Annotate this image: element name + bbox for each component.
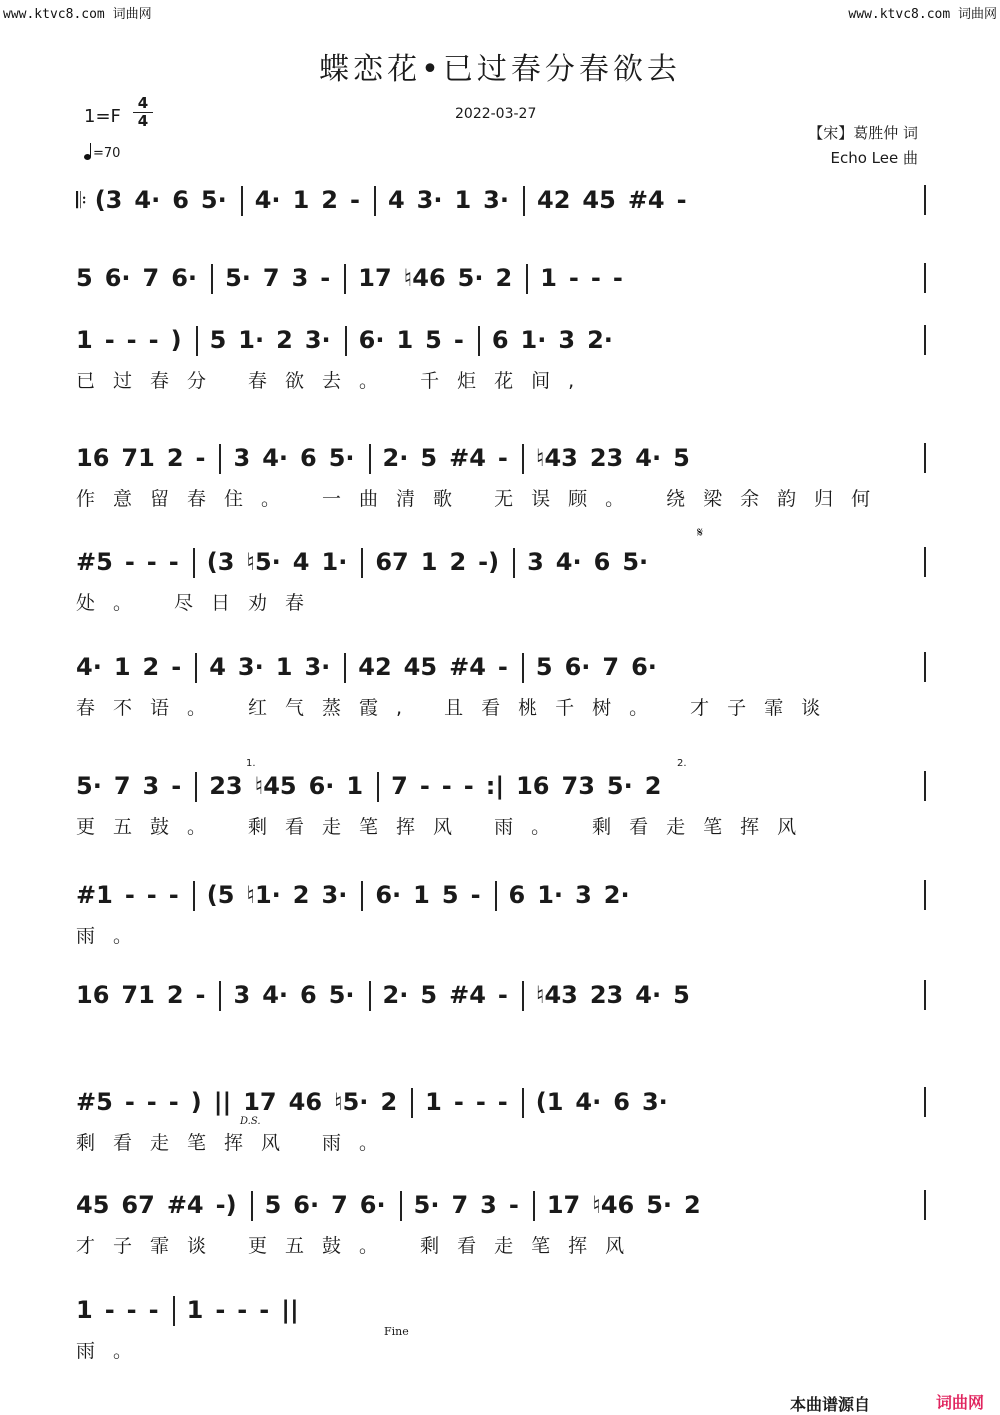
note-group: 6·	[293, 1191, 320, 1219]
key-signature: 1=F	[84, 106, 121, 127]
note-group: 3·	[304, 326, 331, 354]
note-group: 23	[209, 772, 243, 800]
tempo-value: =70	[93, 146, 121, 161]
barline	[361, 881, 363, 911]
note-group: 4	[292, 548, 310, 576]
note-group: 6	[593, 548, 611, 576]
barline	[526, 264, 528, 294]
notation-line	[76, 542, 926, 582]
note-group: )	[170, 326, 182, 354]
barline	[344, 653, 346, 683]
note-group: ♮46	[592, 1191, 635, 1219]
lyric-line: 剩看走笔挥风 雨。	[76, 1132, 397, 1154]
note-group: :|	[485, 772, 505, 800]
note-group: #5	[76, 1088, 113, 1116]
note-group: 2	[276, 326, 293, 354]
barline	[195, 653, 197, 683]
note-group: 7	[451, 1191, 469, 1219]
tempo-mark	[84, 146, 120, 161]
system-end-barline	[924, 263, 926, 293]
note-group: 6·	[104, 264, 131, 292]
notation-line	[76, 180, 926, 220]
note-group: ♮5·	[246, 548, 281, 576]
note-group: -	[126, 1296, 137, 1324]
note-group: 2·	[382, 981, 409, 1009]
note-group: -	[497, 444, 508, 472]
note-group: -)	[478, 548, 500, 576]
barline	[522, 653, 524, 683]
note-group: -	[453, 326, 464, 354]
note-group: 1	[186, 1296, 204, 1324]
barline	[400, 1191, 402, 1221]
note-group: 1	[76, 1296, 93, 1324]
meter-bottom: 4	[137, 112, 149, 130]
note-group: 2·	[382, 444, 409, 472]
note-group: (3	[94, 186, 123, 214]
note-group: 5	[535, 653, 553, 681]
note-group: -	[126, 326, 137, 354]
note-group: 4·	[262, 444, 289, 472]
note-group: 42	[358, 653, 392, 681]
lyric-line: 才子霏谈 更五鼓。 剩看走笔挥风	[76, 1235, 643, 1257]
note-group: 3	[558, 326, 576, 354]
note-group: 3·	[416, 186, 443, 214]
note-group: 5·	[413, 1191, 440, 1219]
note-group: 6	[300, 444, 317, 472]
note-group: #4	[449, 444, 486, 472]
note-group: -	[568, 264, 579, 292]
note-group: -	[195, 444, 206, 472]
barline	[374, 186, 376, 216]
note-group: 5	[441, 881, 459, 909]
note-group: 3·	[321, 881, 348, 909]
note-group: 6	[491, 326, 509, 354]
barline	[369, 444, 371, 474]
system-end-barline	[924, 325, 926, 355]
note-group: -	[146, 1088, 157, 1116]
barline	[522, 981, 524, 1011]
note-group: -	[676, 186, 687, 214]
note-group: 1·	[520, 326, 547, 354]
note-group: 7	[331, 1191, 348, 1219]
note-group: 2	[380, 1088, 398, 1116]
lyric-line: 更五鼓。 剩看走笔挥风 雨。 剩看走笔挥风	[76, 816, 815, 838]
note-group: 4·	[575, 1088, 602, 1116]
note-group: 2·	[603, 881, 630, 909]
note-group: -	[497, 653, 508, 681]
song-title: 蝶恋花•已过春分春欲去	[319, 52, 681, 87]
volta-2: 2.	[677, 758, 687, 769]
note-group: ♮43	[535, 981, 578, 1009]
note-group: 73	[561, 772, 595, 800]
lyric-line: 雨。	[76, 925, 151, 947]
note-group: ♮1·	[246, 881, 281, 909]
note-group: 6	[300, 981, 317, 1009]
note-group: 4	[209, 653, 226, 681]
note-group: 1·	[238, 326, 265, 354]
barline	[344, 264, 346, 294]
note-group: ♮5·	[334, 1088, 369, 1116]
note-group: ♮43	[535, 444, 578, 472]
notation-line	[76, 1185, 926, 1225]
barline	[361, 548, 363, 578]
footer-source: 本曲谱源自	[790, 1395, 871, 1414]
note-group: -	[171, 772, 182, 800]
note-group: -	[320, 264, 331, 292]
note-group: ♮45	[254, 772, 297, 800]
note-group: 5·	[646, 1191, 673, 1219]
note-group: 4·	[254, 186, 281, 214]
barline	[219, 444, 221, 474]
note-group: 3	[575, 881, 592, 909]
note-group: #4	[627, 186, 665, 214]
note-group: 5·	[622, 548, 649, 576]
notation-line	[76, 975, 926, 1015]
note-group: -	[590, 264, 601, 292]
note-group: ♮46	[403, 264, 446, 292]
note-group: 67	[121, 1191, 155, 1219]
notation-line	[76, 647, 926, 687]
note-group: 2	[684, 1191, 701, 1219]
footer-brand: 词曲网	[936, 1393, 985, 1412]
note-group: 71	[121, 444, 155, 472]
note-group: 6·	[358, 326, 385, 354]
system-end-barline	[924, 980, 926, 1010]
note-group: -	[259, 1296, 270, 1324]
notation-line	[76, 438, 926, 478]
watermark-left: www.ktvc8.com 词曲网	[3, 7, 152, 22]
note-group: 5	[425, 326, 442, 354]
barline	[241, 186, 243, 216]
note-group: 1·	[321, 548, 348, 576]
notation-line	[76, 1290, 926, 1330]
note-group: 6·	[375, 881, 402, 909]
barline	[195, 772, 197, 802]
date: 2022-03-27	[455, 106, 537, 122]
note-group: -	[168, 548, 179, 576]
note-group: -	[453, 1088, 464, 1116]
note-group: 1	[425, 1088, 442, 1116]
note-group: 5	[673, 981, 690, 1009]
note-group: 5	[76, 264, 93, 292]
note-group: 23	[589, 981, 624, 1009]
note-group: 16	[76, 444, 110, 472]
note-group: 45	[76, 1191, 110, 1219]
note-group: 6·	[359, 1191, 386, 1219]
note-group: -	[168, 1088, 179, 1116]
barline	[495, 881, 497, 911]
note-group: 16	[76, 981, 110, 1009]
note-group: 4·	[76, 653, 102, 681]
note-group: 7	[262, 264, 280, 292]
note-group: 5	[673, 444, 690, 472]
note-group: 5·	[200, 186, 227, 214]
note-group: 1	[454, 186, 472, 214]
note-group: -	[441, 772, 452, 800]
note-group: 5	[209, 326, 227, 354]
note-group: -	[124, 1088, 135, 1116]
note-group: 4	[387, 186, 405, 214]
volta-1: 1.	[246, 758, 256, 769]
note-group: 17	[243, 1088, 277, 1116]
composer: Echo Lee 曲	[830, 149, 918, 167]
notation-line	[76, 258, 926, 298]
note-group: -	[104, 1296, 115, 1324]
note-group: -	[104, 326, 115, 354]
note-group: 3	[480, 1191, 497, 1219]
note-group: 2	[142, 653, 160, 681]
notation-line	[76, 320, 926, 360]
note-group: 4·	[635, 981, 662, 1009]
barline	[219, 981, 221, 1011]
barline	[345, 326, 347, 356]
note-group: 5·	[225, 264, 251, 292]
note-group: -	[508, 1191, 519, 1219]
note-group: (5	[206, 881, 235, 909]
note-group: -	[171, 653, 182, 681]
note-group: -	[419, 772, 430, 800]
note-group: -)	[215, 1191, 237, 1219]
note-group: 6	[508, 881, 526, 909]
note-group: 2·	[587, 326, 613, 354]
note-group: 45	[582, 186, 616, 214]
notation-line	[76, 1082, 926, 1122]
note-group: 5·	[328, 981, 355, 1009]
quarter-note-icon	[84, 154, 91, 160]
note-group: 3	[291, 264, 309, 292]
note-group: -	[124, 548, 135, 576]
note-group: -	[124, 881, 135, 909]
notation-line	[76, 875, 926, 915]
note-group: 1·	[537, 881, 564, 909]
note-group: 16	[516, 772, 550, 800]
note-group: 1	[292, 186, 310, 214]
fine-mark: Fine	[384, 1325, 409, 1338]
note-group: 5	[420, 981, 438, 1009]
note-group: -	[349, 186, 360, 214]
note-group: 3	[233, 981, 251, 1009]
note-group: -	[497, 981, 508, 1009]
note-group: 2	[495, 264, 513, 292]
system-end-barline	[924, 880, 926, 910]
notation-line	[76, 766, 926, 806]
barline	[173, 1296, 175, 1326]
barline	[196, 326, 198, 356]
barline	[193, 881, 195, 911]
note-group: 7	[142, 264, 160, 292]
barline	[523, 186, 525, 216]
note-group: 2	[292, 881, 310, 909]
note-group: -	[215, 1296, 226, 1324]
note-group: 4·	[262, 981, 289, 1009]
system-end-barline	[924, 547, 926, 577]
note-group: 2	[166, 981, 184, 1009]
barline	[369, 981, 371, 1011]
note-group: 6·	[308, 772, 335, 800]
note-group: 6	[172, 186, 189, 214]
note-group: #4	[449, 653, 486, 681]
note-group: (3	[206, 548, 235, 576]
lyric-line: 春不语。 红气蒸霞, 且看桃千树。 才子霏谈	[76, 697, 839, 719]
note-group: 1	[396, 326, 414, 354]
barline	[522, 1088, 524, 1118]
note-group: #4	[166, 1191, 204, 1219]
barline	[478, 326, 480, 356]
watermark-right: www.ktvc8.com 词曲网	[848, 7, 997, 22]
repeat-start-sign: 𝄆	[76, 189, 87, 214]
note-group: 5·	[606, 772, 633, 800]
system-end-barline	[924, 1190, 926, 1220]
note-group: 7	[391, 772, 408, 800]
note-group: -	[612, 264, 623, 292]
note-group: #4	[449, 981, 486, 1009]
system-end-barline	[924, 771, 926, 801]
note-group: 6	[613, 1088, 630, 1116]
barline	[251, 1191, 253, 1221]
note-group: 2	[321, 186, 338, 214]
note-group: 17	[546, 1191, 581, 1219]
note-group: -	[146, 881, 157, 909]
note-group: -	[148, 326, 159, 354]
lyric-line: 处。 尽日劝春	[76, 592, 323, 614]
note-group: 1	[275, 653, 293, 681]
note-group: 1	[76, 326, 93, 354]
lyricist: 【宋】葛胜仲 词	[808, 124, 918, 142]
note-group: -	[470, 881, 481, 909]
barline	[522, 444, 524, 474]
note-group: -	[497, 1088, 508, 1116]
note-group: (1	[535, 1088, 564, 1116]
lyric-line: 雨。	[76, 1340, 151, 1362]
note-group: )	[190, 1088, 202, 1116]
note-group: 5·	[328, 444, 355, 472]
note-group: 1	[113, 653, 131, 681]
system-end-barline	[924, 185, 926, 215]
note-group: -	[148, 1296, 159, 1324]
note-group: 23	[589, 444, 624, 472]
system-end-barline	[924, 1087, 926, 1117]
note-group: 2	[166, 444, 184, 472]
note-group: 5	[420, 444, 438, 472]
note-group: ||	[213, 1088, 232, 1116]
note-group: 4·	[555, 548, 582, 576]
note-group: 1	[540, 264, 557, 292]
ds-mark: D.S.	[240, 1116, 261, 1127]
note-group: 6·	[564, 653, 591, 681]
note-group: 42	[537, 186, 571, 214]
note-group: 3	[142, 772, 160, 800]
note-group: 17	[358, 264, 392, 292]
note-group: 7	[602, 653, 620, 681]
system-end-barline	[924, 652, 926, 682]
time-signature	[133, 96, 153, 129]
note-group: 7	[113, 772, 131, 800]
note-group: 3·	[304, 653, 331, 681]
note-group: 45	[403, 653, 438, 681]
barline	[377, 772, 379, 802]
note-group: 4·	[134, 186, 161, 214]
note-group: 5·	[76, 772, 102, 800]
note-group: 1	[346, 772, 364, 800]
segno-mark: 𝄋	[697, 525, 704, 541]
note-group: -	[475, 1088, 486, 1116]
note-group: 3·	[483, 186, 509, 214]
lyric-line: 已过春分 春欲去。 千炬花间,	[76, 370, 593, 392]
note-group: 3·	[641, 1088, 668, 1116]
lyric-line: 作意留春住。 一曲清歌 无误顾。 绕梁余韵归何	[76, 488, 889, 510]
note-group: 46	[288, 1088, 323, 1116]
barline	[533, 1191, 535, 1221]
note-group: #5	[76, 548, 113, 576]
note-group: 2	[449, 548, 467, 576]
note-group: -	[146, 548, 157, 576]
note-group: 67	[375, 548, 409, 576]
note-group: -	[168, 881, 179, 909]
note-group: 1	[420, 548, 438, 576]
system-end-barline	[924, 443, 926, 473]
meter-top: 4	[133, 96, 153, 113]
barline	[513, 548, 515, 578]
note-group: 1	[413, 881, 430, 909]
note-group: 5	[264, 1191, 282, 1219]
note-group: 71	[121, 981, 155, 1009]
note-group: 5·	[457, 264, 484, 292]
note-group: 4·	[635, 444, 662, 472]
barline	[211, 264, 213, 294]
note-group: -	[463, 772, 474, 800]
note-group: #1	[76, 881, 113, 909]
note-group: 6·	[171, 264, 198, 292]
note-group: ||	[281, 1296, 299, 1324]
note-group: 2	[644, 772, 662, 800]
note-group: 6·	[631, 653, 657, 681]
note-group: -	[195, 981, 206, 1009]
barline	[193, 548, 195, 578]
note-group: 3	[527, 548, 544, 576]
note-group: -	[237, 1296, 248, 1324]
note-group: 3·	[237, 653, 264, 681]
note-group: 3	[233, 444, 251, 472]
barline	[411, 1088, 413, 1118]
